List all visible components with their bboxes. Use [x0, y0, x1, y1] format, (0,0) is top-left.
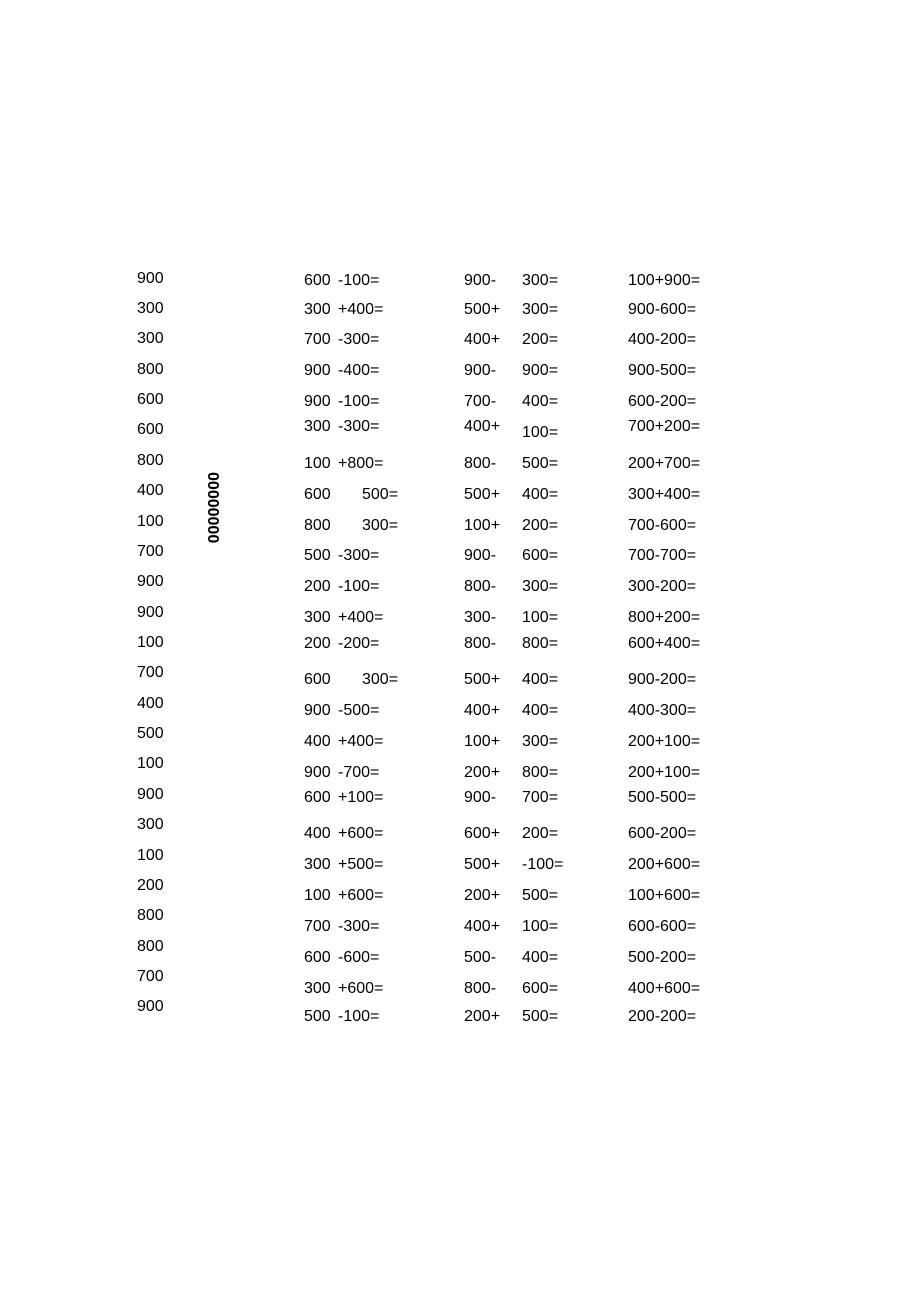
problem-operand-c: 800- [464, 455, 497, 472]
problem-operand-a: 400 [304, 825, 331, 842]
problem-operand-a: 300 [304, 301, 331, 318]
problem-operand-c: 100+ [464, 733, 501, 750]
problem-operand-a: 800 [304, 517, 331, 534]
problem-expression: 600-200= [628, 825, 697, 842]
problem-operand-c: 800- [464, 635, 497, 652]
problem-expression: 600+400= [628, 635, 701, 652]
problem-operand-b: +400= [338, 609, 384, 626]
problem-operand-c: 900- [464, 789, 497, 806]
problem-operand-b: -300= [338, 547, 380, 564]
problem-expression: 200+600= [628, 856, 701, 873]
problem-expression: 200+100= [628, 733, 701, 750]
problem-operand-d: 400= [522, 949, 559, 966]
problem-operand-c: 500+ [464, 301, 501, 318]
problem-operand-d: 500= [522, 1008, 559, 1025]
problem-operand-a: 100 [304, 887, 331, 904]
problem-operand-a: 200 [304, 635, 331, 652]
problem-operand-b: -700= [338, 764, 380, 781]
problem-operand-a: 500 [304, 547, 331, 564]
problem-operand-a: 900 [304, 362, 331, 379]
left-column-number: 900 [137, 604, 164, 621]
left-column-number: 700 [137, 543, 164, 560]
problem-operand-b: -300= [338, 918, 380, 935]
problem-operand-d: -100= [522, 856, 564, 873]
problem-operand-d: 700= [522, 789, 559, 806]
problem-operand-c: 800- [464, 980, 497, 997]
problem-operand-d: 500= [522, 455, 559, 472]
problem-operand-a: 600 [304, 949, 331, 966]
problem-operand-b: 300= [362, 671, 399, 688]
problem-operand-c: 200+ [464, 764, 501, 781]
problem-operand-c: 400+ [464, 702, 501, 719]
problem-operand-d: 600= [522, 980, 559, 997]
left-column-number: 600 [137, 421, 164, 438]
problem-operand-a: 500 [304, 1008, 331, 1025]
left-column-number: 400 [137, 695, 164, 712]
problem-operand-b: 500= [362, 486, 399, 503]
left-column-number: 700 [137, 968, 164, 985]
left-column-number: 900 [137, 573, 164, 590]
problem-operand-b: -400= [338, 362, 380, 379]
problem-operand-d: 200= [522, 825, 559, 842]
problem-expression: 700+200= [628, 418, 701, 435]
problem-operand-a: 200 [304, 578, 331, 595]
left-column-number: 300 [137, 330, 164, 347]
problem-operand-c: 900- [464, 547, 497, 564]
problem-operand-a: 600 [304, 789, 331, 806]
problem-expression: 700-600= [628, 517, 697, 534]
problem-operand-c: 500+ [464, 856, 501, 873]
problem-expression: 400+600= [628, 980, 701, 997]
problem-expression: 900-200= [628, 671, 697, 688]
left-column-number: 800 [137, 938, 164, 955]
left-column-number: 100 [137, 847, 164, 864]
problem-expression: 100+900= [628, 272, 701, 289]
problem-expression: 100+600= [628, 887, 701, 904]
problem-operand-d: 300= [522, 733, 559, 750]
problem-operand-c: 400+ [464, 918, 501, 935]
problem-expression: 200-200= [628, 1008, 697, 1025]
problem-operand-b: 300= [362, 517, 399, 534]
problem-expression: 200+100= [628, 764, 701, 781]
problem-expression: 600-200= [628, 393, 697, 410]
problem-operand-d: 900= [522, 362, 559, 379]
problem-operand-c: 500- [464, 949, 497, 966]
problem-operand-d: 400= [522, 702, 559, 719]
problem-operand-d: 300= [522, 272, 559, 289]
problem-operand-a: 900 [304, 702, 331, 719]
problem-operand-b: +400= [338, 301, 384, 318]
problem-expression: 200+700= [628, 455, 701, 472]
problem-operand-d: 800= [522, 764, 559, 781]
problem-expression: 600-600= [628, 918, 697, 935]
problem-operand-a: 600 [304, 486, 331, 503]
problem-expression: 700-700= [628, 547, 697, 564]
problem-operand-b: +800= [338, 455, 384, 472]
left-column-number: 100 [137, 634, 164, 651]
problem-operand-a: 700 [304, 331, 331, 348]
problem-operand-c: 400+ [464, 331, 501, 348]
problem-operand-b: -100= [338, 393, 380, 410]
problem-operand-b: -100= [338, 272, 380, 289]
problem-expression: 900-500= [628, 362, 697, 379]
problem-operand-a: 100 [304, 455, 331, 472]
problem-operand-c: 500+ [464, 486, 501, 503]
left-column-number: 800 [137, 452, 164, 469]
problem-operand-d: 100= [522, 609, 559, 626]
problem-operand-b: -300= [338, 418, 380, 435]
problem-operand-a: 300 [304, 418, 331, 435]
problem-operand-b: +500= [338, 856, 384, 873]
problem-operand-c: 200+ [464, 1008, 501, 1025]
problem-operand-c: 300- [464, 609, 497, 626]
left-column-number: 400 [137, 482, 164, 499]
problem-operand-d: 300= [522, 301, 559, 318]
problem-operand-a: 900 [304, 393, 331, 410]
left-column-number: 800 [137, 907, 164, 924]
problem-expression: 500-200= [628, 949, 697, 966]
problem-expression: 800+200= [628, 609, 701, 626]
problem-operand-d: 300= [522, 578, 559, 595]
problem-expression: 300-200= [628, 578, 697, 595]
problem-operand-c: 200+ [464, 887, 501, 904]
problem-operand-b: +100= [338, 789, 384, 806]
problem-operand-c: 800- [464, 578, 497, 595]
problem-operand-d: 100= [522, 424, 559, 441]
problem-expression: 400-300= [628, 702, 697, 719]
left-column-number: 500 [137, 725, 164, 742]
problem-operand-a: 300 [304, 609, 331, 626]
problem-operand-d: 400= [522, 671, 559, 688]
problem-operand-b: +400= [338, 733, 384, 750]
problem-operand-a: 300 [304, 856, 331, 873]
left-column-number: 100 [137, 513, 164, 530]
problem-operand-c: 900- [464, 272, 497, 289]
problem-operand-d: 500= [522, 887, 559, 904]
left-column-number: 300 [137, 300, 164, 317]
problem-operand-c: 900- [464, 362, 497, 379]
problem-operand-d: 600= [522, 547, 559, 564]
problem-operand-b: -600= [338, 949, 380, 966]
problem-operand-b: +600= [338, 887, 384, 904]
left-column-number: 100 [137, 755, 164, 772]
problem-operand-c: 100+ [464, 517, 501, 534]
problem-operand-b: +600= [338, 825, 384, 842]
left-column-number: 900 [137, 270, 164, 287]
problem-operand-c: 500+ [464, 671, 501, 688]
problem-operand-d: 800= [522, 635, 559, 652]
problem-operand-d: 400= [522, 486, 559, 503]
problem-operand-b: +600= [338, 980, 384, 997]
left-column-number: 300 [137, 816, 164, 833]
problem-expression: 900-600= [628, 301, 697, 318]
problem-operand-a: 900 [304, 764, 331, 781]
problem-operand-b: -500= [338, 702, 380, 719]
problem-operand-c: 700- [464, 393, 497, 410]
problem-operand-a: 400 [304, 733, 331, 750]
problem-operand-d: 100= [522, 918, 559, 935]
problem-expression: 500-500= [628, 789, 697, 806]
problem-operand-d: 200= [522, 517, 559, 534]
problem-expression: 300+400= [628, 486, 701, 503]
left-column-number: 800 [137, 361, 164, 378]
problem-operand-b: -100= [338, 1008, 380, 1025]
problem-operand-a: 300 [304, 980, 331, 997]
problem-operand-a: 700 [304, 918, 331, 935]
left-column-number: 700 [137, 664, 164, 681]
problem-operand-c: 400+ [464, 418, 501, 435]
problem-operand-a: 600 [304, 671, 331, 688]
left-column-number: 900 [137, 998, 164, 1015]
vertical-label: 00000000 [206, 472, 223, 544]
problem-operand-c: 600+ [464, 825, 501, 842]
problem-operand-b: -300= [338, 331, 380, 348]
problem-operand-d: 400= [522, 393, 559, 410]
problem-operand-a: 600 [304, 272, 331, 289]
problem-operand-b: -100= [338, 578, 380, 595]
problem-expression: 400-200= [628, 331, 697, 348]
problem-operand-b: -200= [338, 635, 380, 652]
left-column-number: 900 [137, 786, 164, 803]
left-column-number: 200 [137, 877, 164, 894]
problem-operand-d: 200= [522, 331, 559, 348]
left-column-number: 600 [137, 391, 164, 408]
